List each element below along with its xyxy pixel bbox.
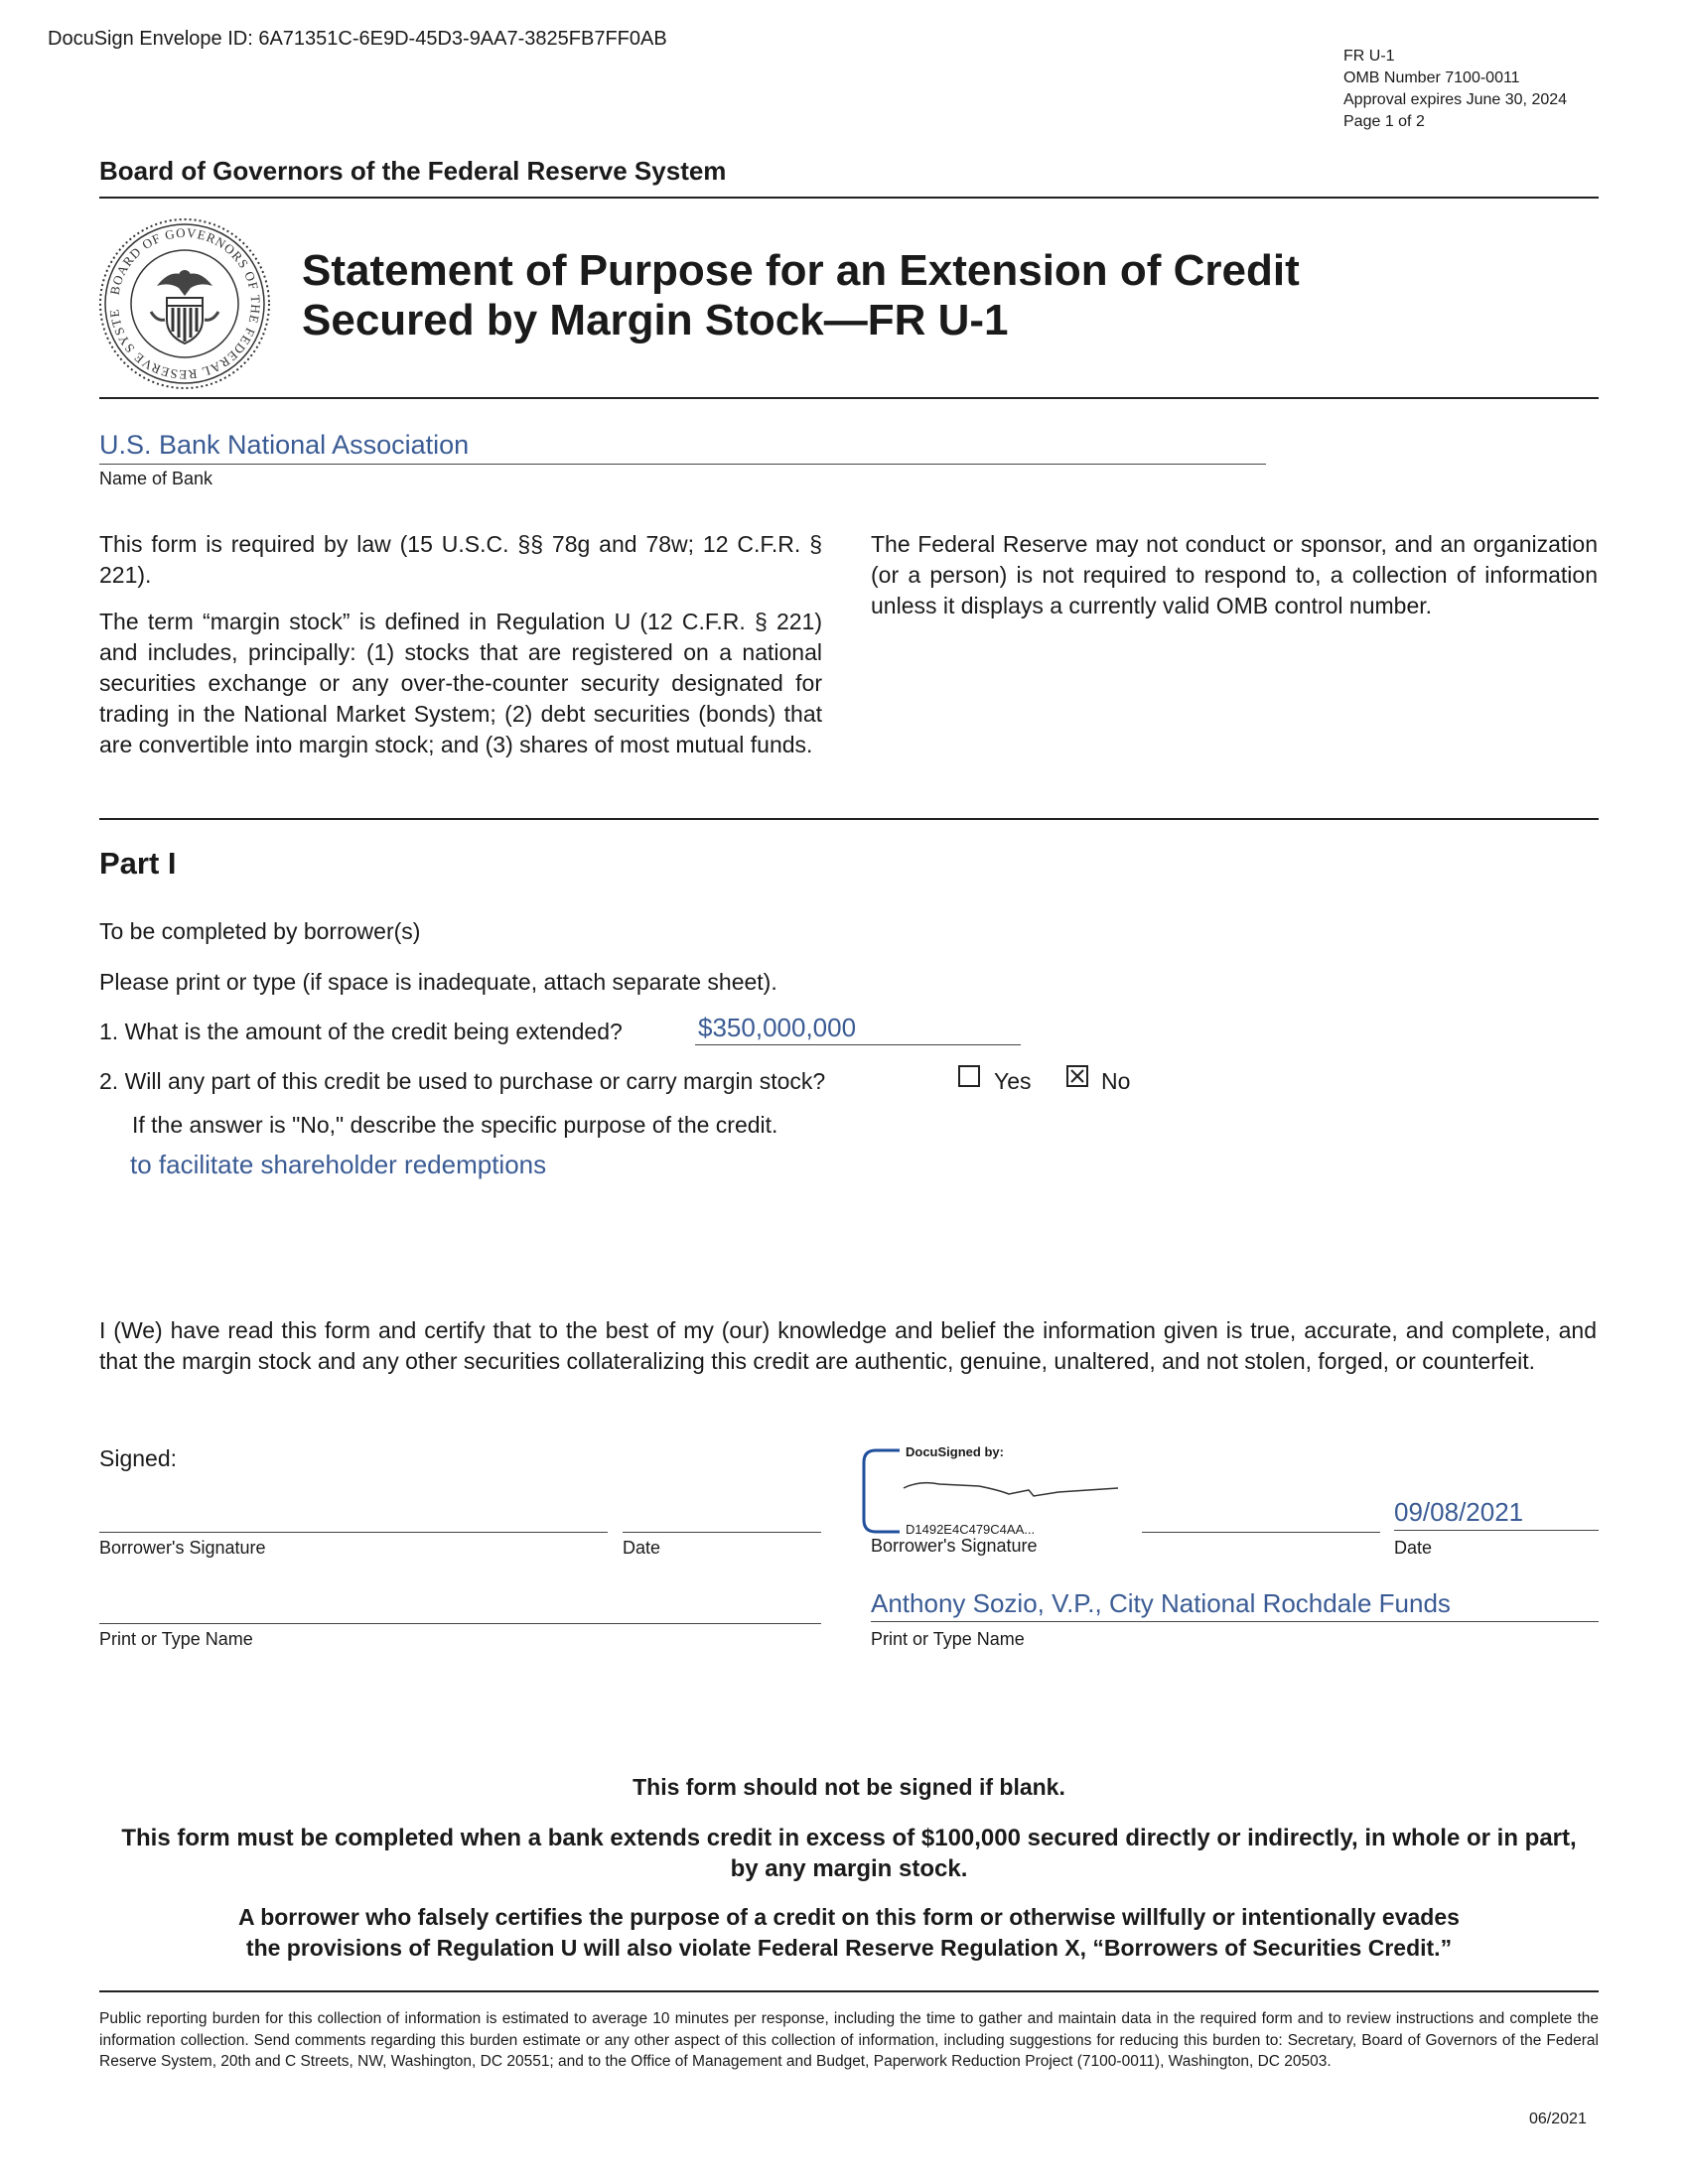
date-label-1: Date	[623, 1538, 661, 1558]
form-id: FR U-1	[1343, 48, 1395, 65]
question-1: 1. What is the amount of the credit being extended?	[99, 1019, 623, 1044]
question-2: 2. Will any part of this credit be used to purchase or carry margin stock?	[99, 1068, 826, 1094]
regulation-warning	[99, 1902, 1599, 1964]
intro-right	[871, 529, 1598, 621]
credit-amount-field[interactable]: $350,000,000	[698, 1013, 857, 1042]
print-name-field-2[interactable]: Anthony Sozio, V.P., City National Rochdale Funds	[871, 1588, 1451, 1618]
date-line-2	[1394, 1530, 1599, 1531]
completed-by-text: To be completed by borrower(s)	[99, 918, 421, 944]
omb-number: OMB Number 7100-0011	[1343, 69, 1520, 86]
borrower-signature-label-2: Borrower's Signature	[871, 1536, 1038, 1556]
approval-expiry: Approval expires June 30, 2024	[1343, 91, 1568, 108]
form-version: 06/2021	[1529, 2111, 1587, 2127]
credit-amount-underline	[695, 1044, 1021, 1045]
borrower-signature-label-1: Borrower's Signature	[99, 1538, 266, 1558]
certification-text: I (We) have read this form and certify that to the best of my (our) knowledge and belief the information given is true, accurate, and complete, and that the margin stock and any other securities collateralizing this credit are authentic, genuine, unaltered, and not stolen, forged, or counterfeit.	[99, 1317, 1597, 1374]
legal-basis-paragraph: This form is required by law (15 U.S.C. §§ 78g and 78w; 12 C.F.R. § 221).	[99, 531, 822, 588]
print-name-label-2: Print or Type Name	[871, 1629, 1025, 1649]
bank-name-underline	[99, 464, 1266, 465]
burden-statement: Public reporting burden for this collection of information is estimated to average 10 minutes per response, including the time to gather and maintain data in the required form and to review instructions and complete the information collection. Send comments regarding this burden estimate or any other aspect of this collection of information, including suggestions for reducing this burden to: Secretary, Board of Governors of the Federal Reserve System, 20th and C Streets, NW, Washington, DC 20551; and to the Office of Management and Budget, Paperwork Reduction Project (7100-0011), Washington, DC 20503.	[99, 2010, 1599, 2070]
no-checkbox[interactable]	[1066, 1065, 1088, 1087]
page-number: Page 1 of 2	[1343, 113, 1425, 130]
regulation-warning-line1: A borrower who falsely certifies the purpose of a credit on this form or otherwise willfully or intentionally evades	[238, 1904, 1460, 1930]
form-title-line1: Statement of Purpose for an Extension of Credit	[302, 246, 1300, 295]
checkmark-x-icon	[1068, 1067, 1086, 1085]
regulation-warning-line2: the provisions of Regulation U will also violate Federal Reserve Regulation X, “Borrowers of Securities Credit.”	[245, 1935, 1453, 1961]
intro-left	[99, 529, 822, 760]
form-title-line2: Secured by Margin Stock—FR U-1	[302, 296, 1009, 344]
purpose-prompt: If the answer is "No," describe the specific purpose of the credit.	[132, 1112, 778, 1138]
purpose-field[interactable]: to facilitate shareholder redemptions	[130, 1150, 547, 1179]
docusign-signature-box[interactable]	[860, 1446, 1197, 1538]
date-line-1[interactable]	[623, 1532, 821, 1533]
print-name-label-1: Print or Type Name	[99, 1629, 253, 1649]
instructions-text: Please print or type (if space is inadequate, attach separate sheet).	[99, 969, 777, 995]
no-label: No	[1101, 1068, 1131, 1094]
print-name-line-2	[871, 1621, 1599, 1622]
date-field-2[interactable]: 09/08/2021	[1394, 1497, 1524, 1527]
envelope-id: DocuSign Envelope ID: 6A71351C-6E9D-45D3-9AA7-3825FB7FF0AB	[48, 28, 667, 50]
agency-name: Board of Governors of the Federal Reserve System	[99, 156, 727, 186]
footer-rule	[99, 1990, 1599, 1992]
borrower-signature-line-1[interactable]	[99, 1532, 608, 1533]
title-rule	[99, 397, 1599, 399]
form-title	[302, 246, 1300, 345]
bank-name-label: Name of Bank	[99, 469, 213, 488]
yes-label: Yes	[994, 1068, 1032, 1094]
header-rule	[99, 197, 1599, 199]
yes-checkbox[interactable]	[958, 1065, 980, 1087]
margin-stock-definition: The term “margin stock” is defined in Regulation U (12 C.F.R. § 221) and includes, principally: (1) stocks that are registered on a national securities exchange or any over-the-counter security designated for trading in the National Market System; (2) debt securities (bonds) that are convertible into margin stock; and (3) shares of most mutual funds.	[99, 609, 822, 757]
requirement-notice: This form must be completed when a bank extends credit in excess of $100,000 secured directly or indirectly, in whole or in part, by any margin stock.	[121, 1825, 1577, 1882]
part-one-heading: Part I	[99, 846, 177, 881]
section-rule	[99, 818, 1599, 820]
bank-name-field[interactable]: U.S. Bank National Association	[99, 430, 470, 460]
print-name-line-1[interactable]	[99, 1623, 821, 1624]
form-meta	[1343, 46, 1567, 133]
signature-line-2	[1142, 1532, 1380, 1533]
blank-notice: This form should not be signed if blank.	[633, 1774, 1065, 1800]
omb-notice-paragraph: The Federal Reserve may not conduct or sponsor, and an organization (or a person) is not required to respond to, a collection of information unless it displays a currently valid OMB control number.	[871, 531, 1598, 618]
seal-text: BOARD OF GOVERNORS OF THE FEDERAL RESERVE SYSTE	[106, 224, 264, 383]
docusign-header: DocuSigned by:	[906, 1444, 1004, 1459]
date-label-2: Date	[1394, 1538, 1433, 1558]
docusign-id: D1492E4C479C4AA...	[906, 1522, 1036, 1537]
signed-label: Signed:	[99, 1445, 178, 1471]
federal-reserve-seal-icon	[97, 216, 272, 391]
